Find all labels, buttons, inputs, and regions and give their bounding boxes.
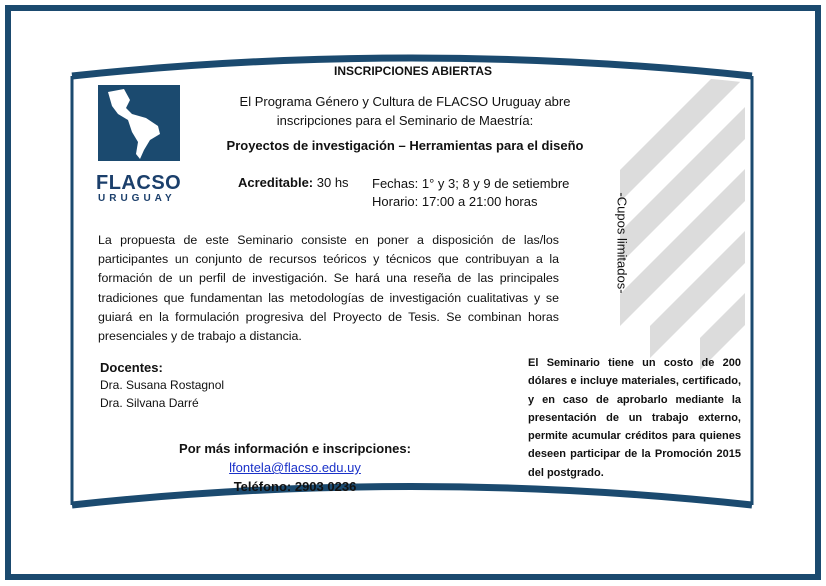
credits-label: Acreditable: bbox=[238, 175, 314, 190]
flacso-logo-icon bbox=[98, 85, 180, 161]
credits bbox=[238, 175, 349, 190]
course-title: Proyectos de investigación – Herramientas para el diseño bbox=[226, 138, 584, 153]
schedule-dates: Fechas: 1° y 3; 8 y 9 de setiembre bbox=[372, 176, 570, 191]
contact-heading: Por más información e inscripciones: bbox=[179, 441, 411, 456]
teachers-heading: Docentes: bbox=[100, 360, 163, 375]
logo-subtitle: URUGUAY bbox=[98, 193, 176, 204]
credits-value: 30 hs bbox=[313, 175, 349, 190]
contact-info bbox=[145, 439, 445, 496]
intro-line-1: El Programa Género y Cultura de FLACSO Uruguay abre bbox=[239, 94, 571, 109]
teacher-name: Dra. Silvana Darré bbox=[100, 396, 199, 410]
vertical-note bbox=[612, 180, 632, 305]
schedule bbox=[372, 175, 569, 211]
teacher-name: Dra. Susana Rostagnol bbox=[100, 378, 225, 392]
description: La propuesta de este Seminario consiste en poner a disposición de las/los participantes un conjunto de recursos teóricos y técnicos que contribuyan a la formación de un perfil de investigación. Se hará una reseña de las principales tradiciones que fundamentan las metodologías de investigación cualitativas y se guiará en la formulación progresiva del Proyecto de Tesis. Se combinan horas presenciales y de trabajo a distancia. bbox=[98, 233, 559, 344]
phone-number: Teléfono: 2903 0236 bbox=[233, 479, 357, 494]
cost-info: El Seminario tiene un costo de 200 dólares e incluye materiales, certificado, y en caso de aprobarlo mediante la presentación de un trabajo externo, permite acumular créditos para quienes deseen participar de la Promoción 2015 del postgrado. bbox=[528, 357, 741, 479]
email-link[interactable]: lfontela@flacso.edu.uy bbox=[229, 460, 361, 475]
schedule-hours: Horario: 17:00 a 21:00 horas bbox=[372, 194, 538, 209]
page-title: INSCRIPCIONES ABIERTAS bbox=[333, 64, 492, 78]
intro-line-2: inscripciones para el Seminario de Maestría: bbox=[276, 113, 534, 128]
intro-text bbox=[215, 92, 595, 130]
vertical-note-text: -Cupos limitados- bbox=[614, 191, 630, 294]
stripes bbox=[620, 38, 752, 370]
logo-name: FLACSO bbox=[96, 172, 182, 194]
